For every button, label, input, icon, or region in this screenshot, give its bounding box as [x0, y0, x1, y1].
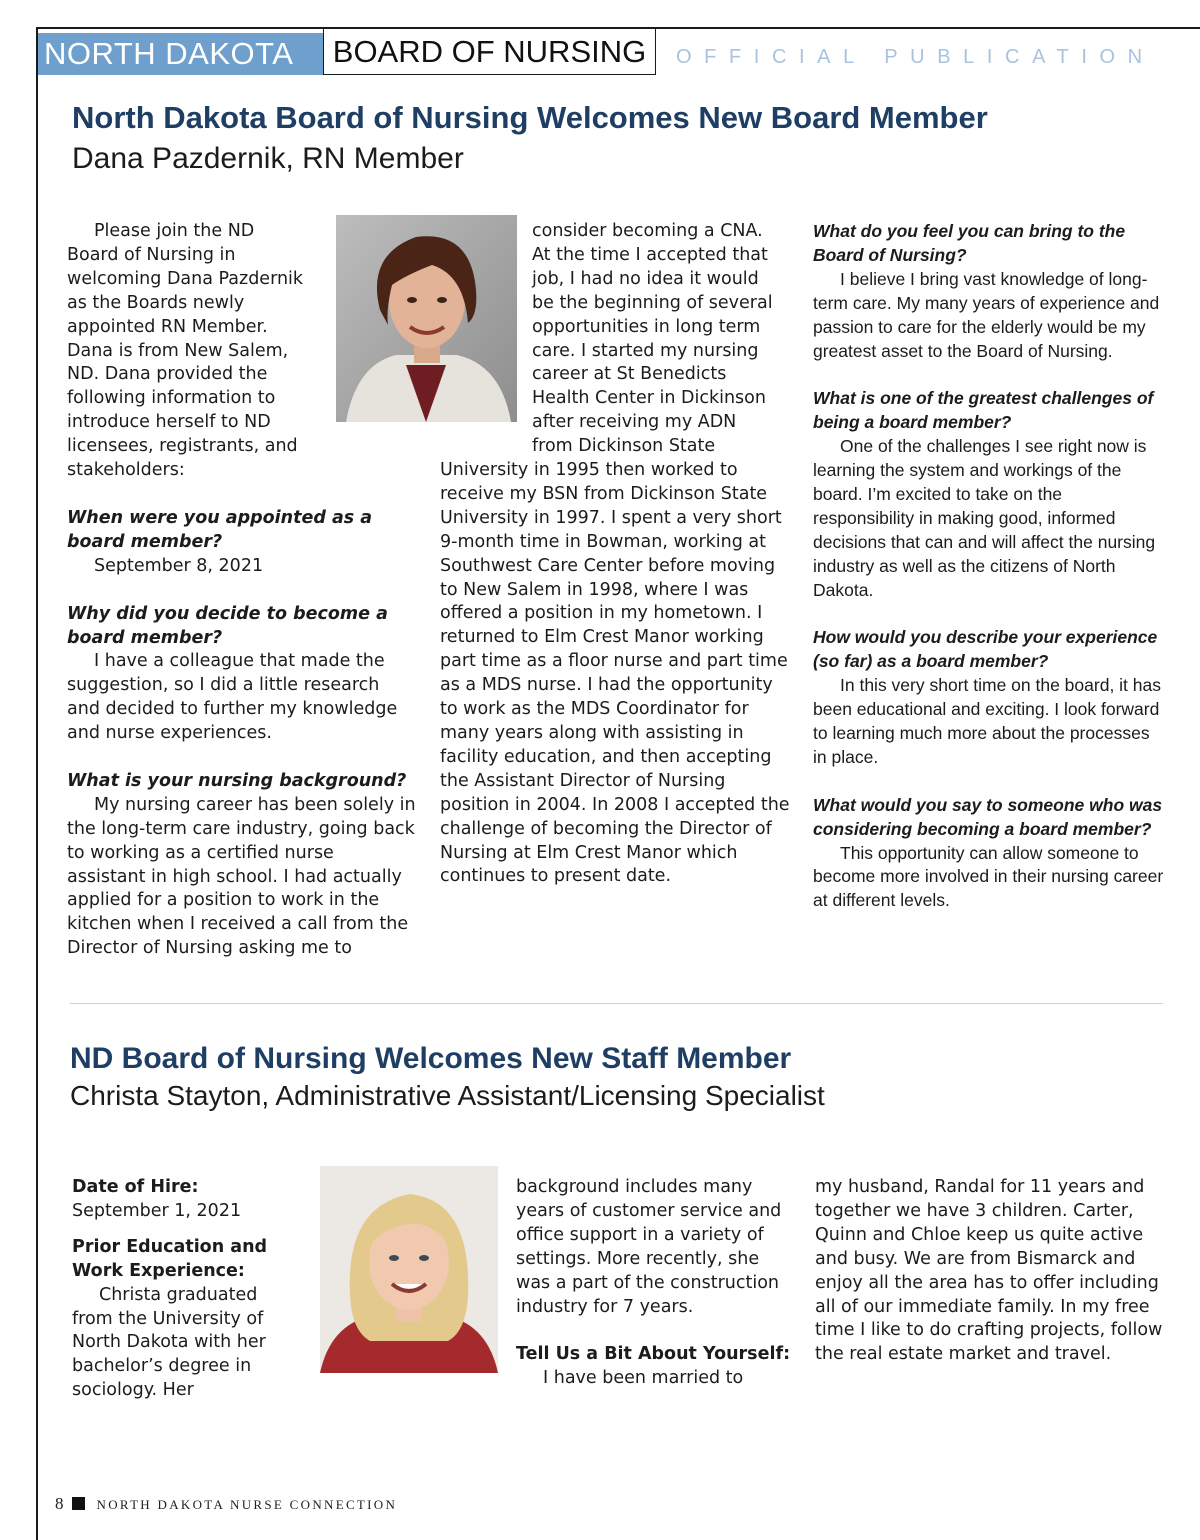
intro-line: following information to [67, 388, 276, 409]
article1-subtitle: Dana Pazdernik, RN Member [72, 142, 464, 175]
question-advice: What would you say to someone who was considering becoming a board member? [813, 794, 1163, 839]
background-line: job, I had no idea it would [532, 268, 759, 289]
dana-portrait-photo [336, 215, 517, 422]
education-label: Prior Education and Work Experience: [72, 1236, 268, 1281]
background-text: background includes many years of customer service and office support in a variety of settings. More recently, she was a part of the construction industry for 7 years. [516, 1177, 782, 1317]
intro-line: welcoming Dana Pazdernik [67, 268, 304, 289]
answer-bring: I believe I bring vast knowledge of long-term care. My many years of experience and passion to care for the elderly would be my greatest asset to the Board of Nursing. [813, 268, 1160, 361]
intro-line: ND. Dana provided the [67, 364, 268, 385]
article1-column1-intro [67, 220, 329, 483]
background-line: career at St Benedicts [532, 364, 727, 385]
intro-line: stakeholders: [67, 460, 185, 481]
background-line: opportunities in long term [532, 316, 761, 337]
article1-title: North Dakota Board of Nursing Welcomes New Board Member [72, 100, 988, 135]
background-line: At the time I accepted that [532, 244, 768, 265]
background-line: care. I started my nursing [532, 340, 759, 361]
background-line: be the beginning of several [532, 292, 773, 313]
intro-line: appointed RN Member. [67, 316, 268, 337]
intro-line: Please join the ND [94, 221, 255, 241]
answer-why: I have a colleague that made the suggestion, so I did a little research and decided to further my knowledge and nurse experiences. [67, 651, 398, 744]
article1-column1-qa [67, 507, 417, 961]
article2-column3 [815, 1176, 1170, 1367]
about-label: Tell Us a Bit About Yourself: [516, 1344, 791, 1365]
background-line: after receiving my ADN [532, 412, 737, 433]
article1-column2-rest [440, 459, 792, 889]
answer-advice: This opportunity can allow someone to become more involved in their nursing career at different levels. [813, 842, 1164, 911]
article2-column1 [72, 1176, 302, 1403]
intro-line: introduce herself to ND [67, 412, 271, 433]
left-margin-rule [36, 27, 38, 1540]
question-bring: What do you feel you can bring to the Board of Nursing? [813, 221, 1126, 265]
answer-challenges: One of the challenges I see right now is learning the system and workings of the board. I’m excited to take on the responsibility in making good, informed decisions that can and will affect the nursing industry as well as the citizens of North Dakota. [813, 436, 1156, 600]
background-line: consider becoming a CNA. [532, 221, 763, 241]
article1-column2-top [532, 220, 787, 459]
footer-square-icon [72, 1497, 85, 1510]
header-publication: OFFICIAL PUBLICATION [676, 46, 1155, 68]
page-number: 8 [55, 1494, 64, 1513]
intro-line: Dana is from New Salem, [67, 340, 289, 361]
question-why: Why did you decide to become a board member? [67, 603, 388, 648]
about-text: I have been married to [543, 1368, 744, 1389]
header-state: NORTH DAKOTA [38, 33, 323, 75]
intro-line: licensees, registrants, and [67, 436, 298, 457]
answer-experience: In this very short time on the board, it has been educational and exciting. I look forward to learning much more about the processes in place. [813, 675, 1161, 767]
article2-title: ND Board of Nursing Welcomes New Staff Member [70, 1042, 792, 1075]
answer-appointed: September 8, 2021 [94, 555, 264, 576]
intro-line: Board of Nursing in [67, 244, 236, 265]
christa-portrait-photo [320, 1166, 498, 1373]
intro-line: as the Boards newly [67, 292, 245, 313]
date-of-hire-value: September 1, 2021 [72, 1200, 242, 1221]
about-continued: my husband, Randal for 11 years and together we have 3 children. Carter, Quinn and Chloe keep us quite active and busy. We are from Bismarck and enjoy all the area has to offer including all of our immediate family. In my free time I like to do crafting projects, follow the real estate market and travel. [815, 1177, 1163, 1365]
background-continued: University in 1995 then worked to receive my BSN from Dickinson State University in 1997. I spent a very short 9-month time in Bowman, working at Southwest Care Center before moving to New Salem in 1998, where I was offered a position in my hometown. I returned to Elm Crest Manor working part time as a floor nurse and part time as a MDS nurse. I had the opportunity to work as the MDS Coordinator for many years along with assisting in facility education, and then accepting the Assistant Director of Nursing position in 2004. In 2008 I accepted the challenge of becoming the Director of Nursing at Elm Crest Manor which continues to present date. [440, 460, 790, 887]
date-of-hire-label: Date of Hire: [72, 1177, 199, 1197]
answer-background: My nursing career has been solely in the long-term care industry, going back to working as a certified nurse assistant in high school. I had actually applied for a position to work in the kitchen when I received a call from the Director of Nursing asking me to [67, 794, 416, 959]
article2-subtitle: Christa Stayton, Administrative Assistant/Licensing Specialist [70, 1080, 825, 1111]
magazine-name: NORTH DAKOTA NURSE CONNECTION [96, 1497, 398, 1512]
question-challenges: What is one of the greatest challenges of being a board member? [813, 388, 1154, 433]
article1-column3 [813, 220, 1168, 913]
background-line: from Dickinson State [532, 436, 716, 457]
header-board: BOARD OF NURSING [323, 29, 656, 75]
education-text: Christa graduated from the University of North Dakota with her bachelor’s degree in sociology. Her [72, 1284, 266, 1401]
question-experience: How would you describe your experience (so far) as a board member? [813, 627, 1158, 672]
background-line: Health Center in Dickinson [532, 388, 766, 409]
article2-column2 [516, 1176, 796, 1391]
question-appointed: When were you appointed as a board member? [67, 508, 373, 552]
question-background: What is your nursing background? [67, 770, 407, 791]
section-divider [70, 1003, 1163, 1004]
page-footer [55, 1494, 397, 1516]
